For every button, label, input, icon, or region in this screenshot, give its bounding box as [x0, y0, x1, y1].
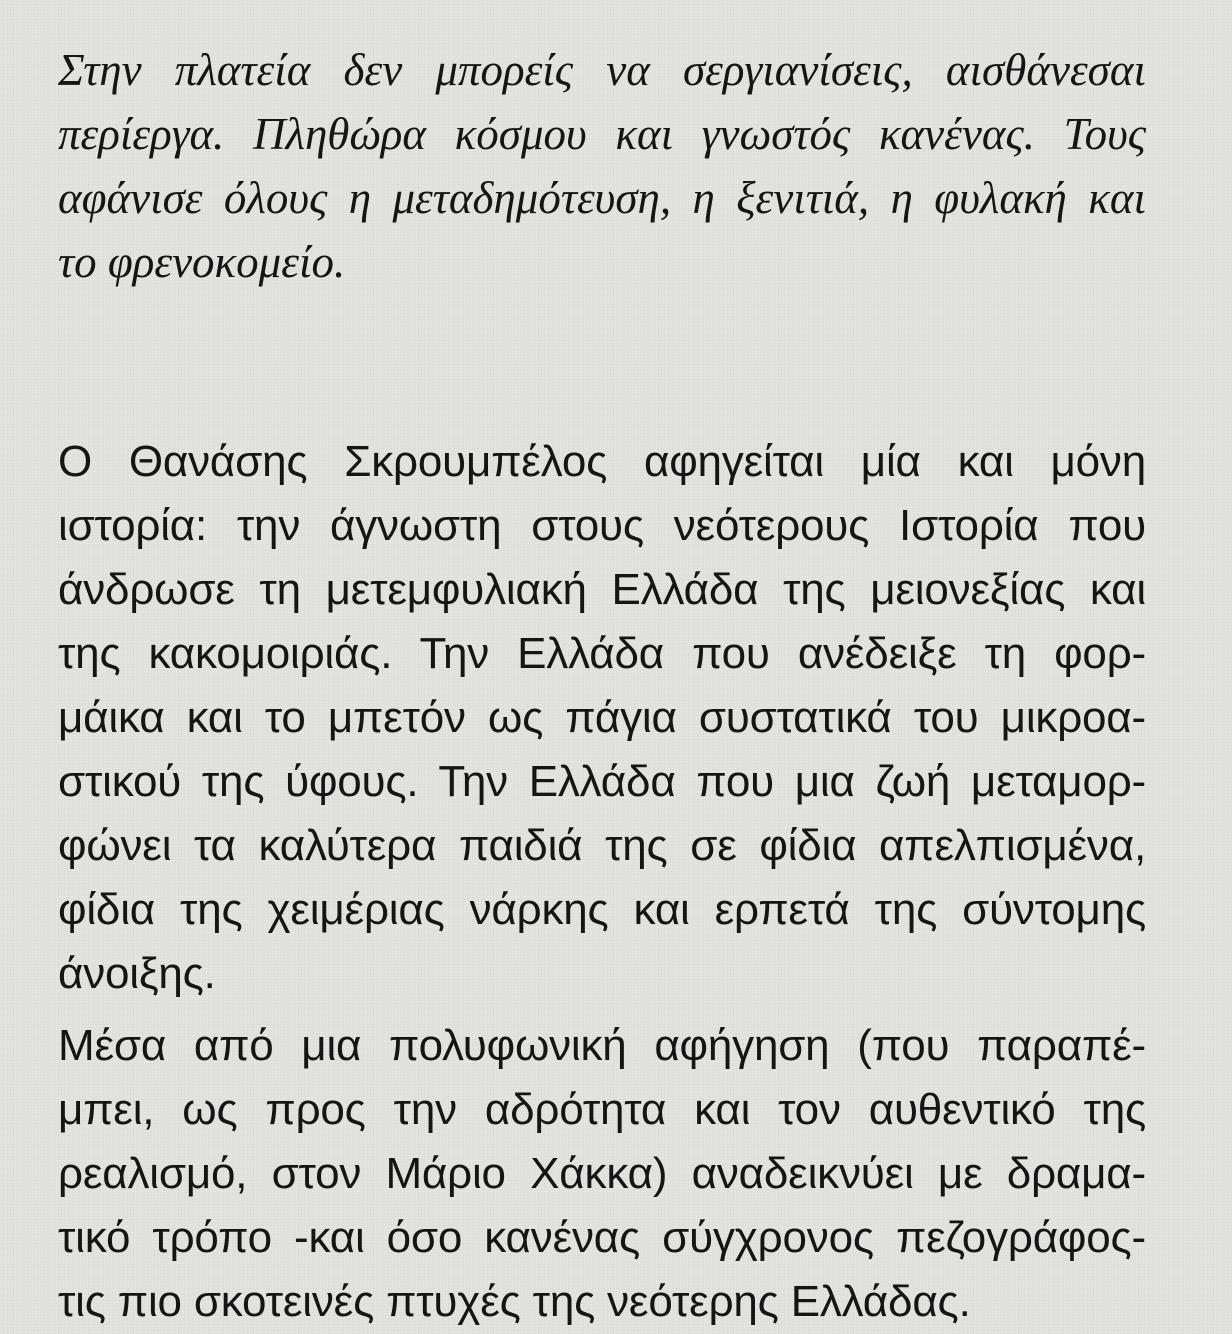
- intro-line: το φρενοκομείο.: [58, 237, 346, 287]
- paragraph-line: Μέσα από μια πολυφωνική αφήγηση (που παραπέ-: [58, 1021, 1146, 1070]
- book-blurb-page: [58, 38, 1146, 1334]
- paragraph-line: μάικα και το μπετόν ως πάγια συστατικά του μικροα-: [58, 693, 1146, 742]
- intro-line: Στην πλατεία δεν μπορείς να σεργιανίσεις, αισθάνεσαι: [58, 45, 1146, 95]
- intro-italic-paragraph: [58, 38, 1146, 294]
- paragraph-line: Ο Θανάσης Σκρουμπέλος αφηγείται μία και μόνη: [58, 437, 1146, 486]
- paragraph-line: φίδια της χειμέριας νάρκης και ερπετά της σύντομης: [58, 885, 1146, 934]
- paragraph-line: ιστορία: την άγνωστη στους νεότερους Ιστορία που: [58, 501, 1146, 550]
- description-paragraph-1: [58, 430, 1146, 1006]
- paragraph-line: φώνει τα καλύτερα παιδιά της σε φίδια απελπισμένα,: [58, 821, 1146, 870]
- paragraph-line: μπει, ως προς την αδρότητα και τον αυθεντικό της: [58, 1085, 1146, 1134]
- intro-line: περίεργα. Πληθώρα κόσμου και γνωστός κανένας. Τους: [58, 109, 1146, 159]
- paragraph-line: στικού της ύφους. Την Ελλάδα που μια ζωή μεταμορ-: [58, 757, 1146, 806]
- paragraph-line: τικό τρόπο -και όσο κανένας σύγχρονος πεζογράφος-: [58, 1213, 1146, 1262]
- intro-line: αφάνισε όλους η μεταδημότευση, η ξενιτιά, η φυλακή και: [58, 173, 1146, 223]
- paragraph-line: της κακομοιριάς. Την Ελλάδα που ανέδειξε τη φορ-: [58, 629, 1146, 678]
- paragraph-line: άνοιξης.: [58, 949, 216, 998]
- description-paragraph-2: [58, 1014, 1146, 1334]
- paragraph-line: τις πιο σκοτεινές πτυχές της νεότερης Ελλάδας.: [58, 1277, 971, 1326]
- paragraph-line: άνδρωσε τη μετεμφυλιακή Ελλάδα της μειονεξίας και: [58, 565, 1146, 614]
- paragraph-line: ρεαλισμό, στον Μάριο Χάκκα) αναδεικνύει με δραμα-: [58, 1149, 1146, 1198]
